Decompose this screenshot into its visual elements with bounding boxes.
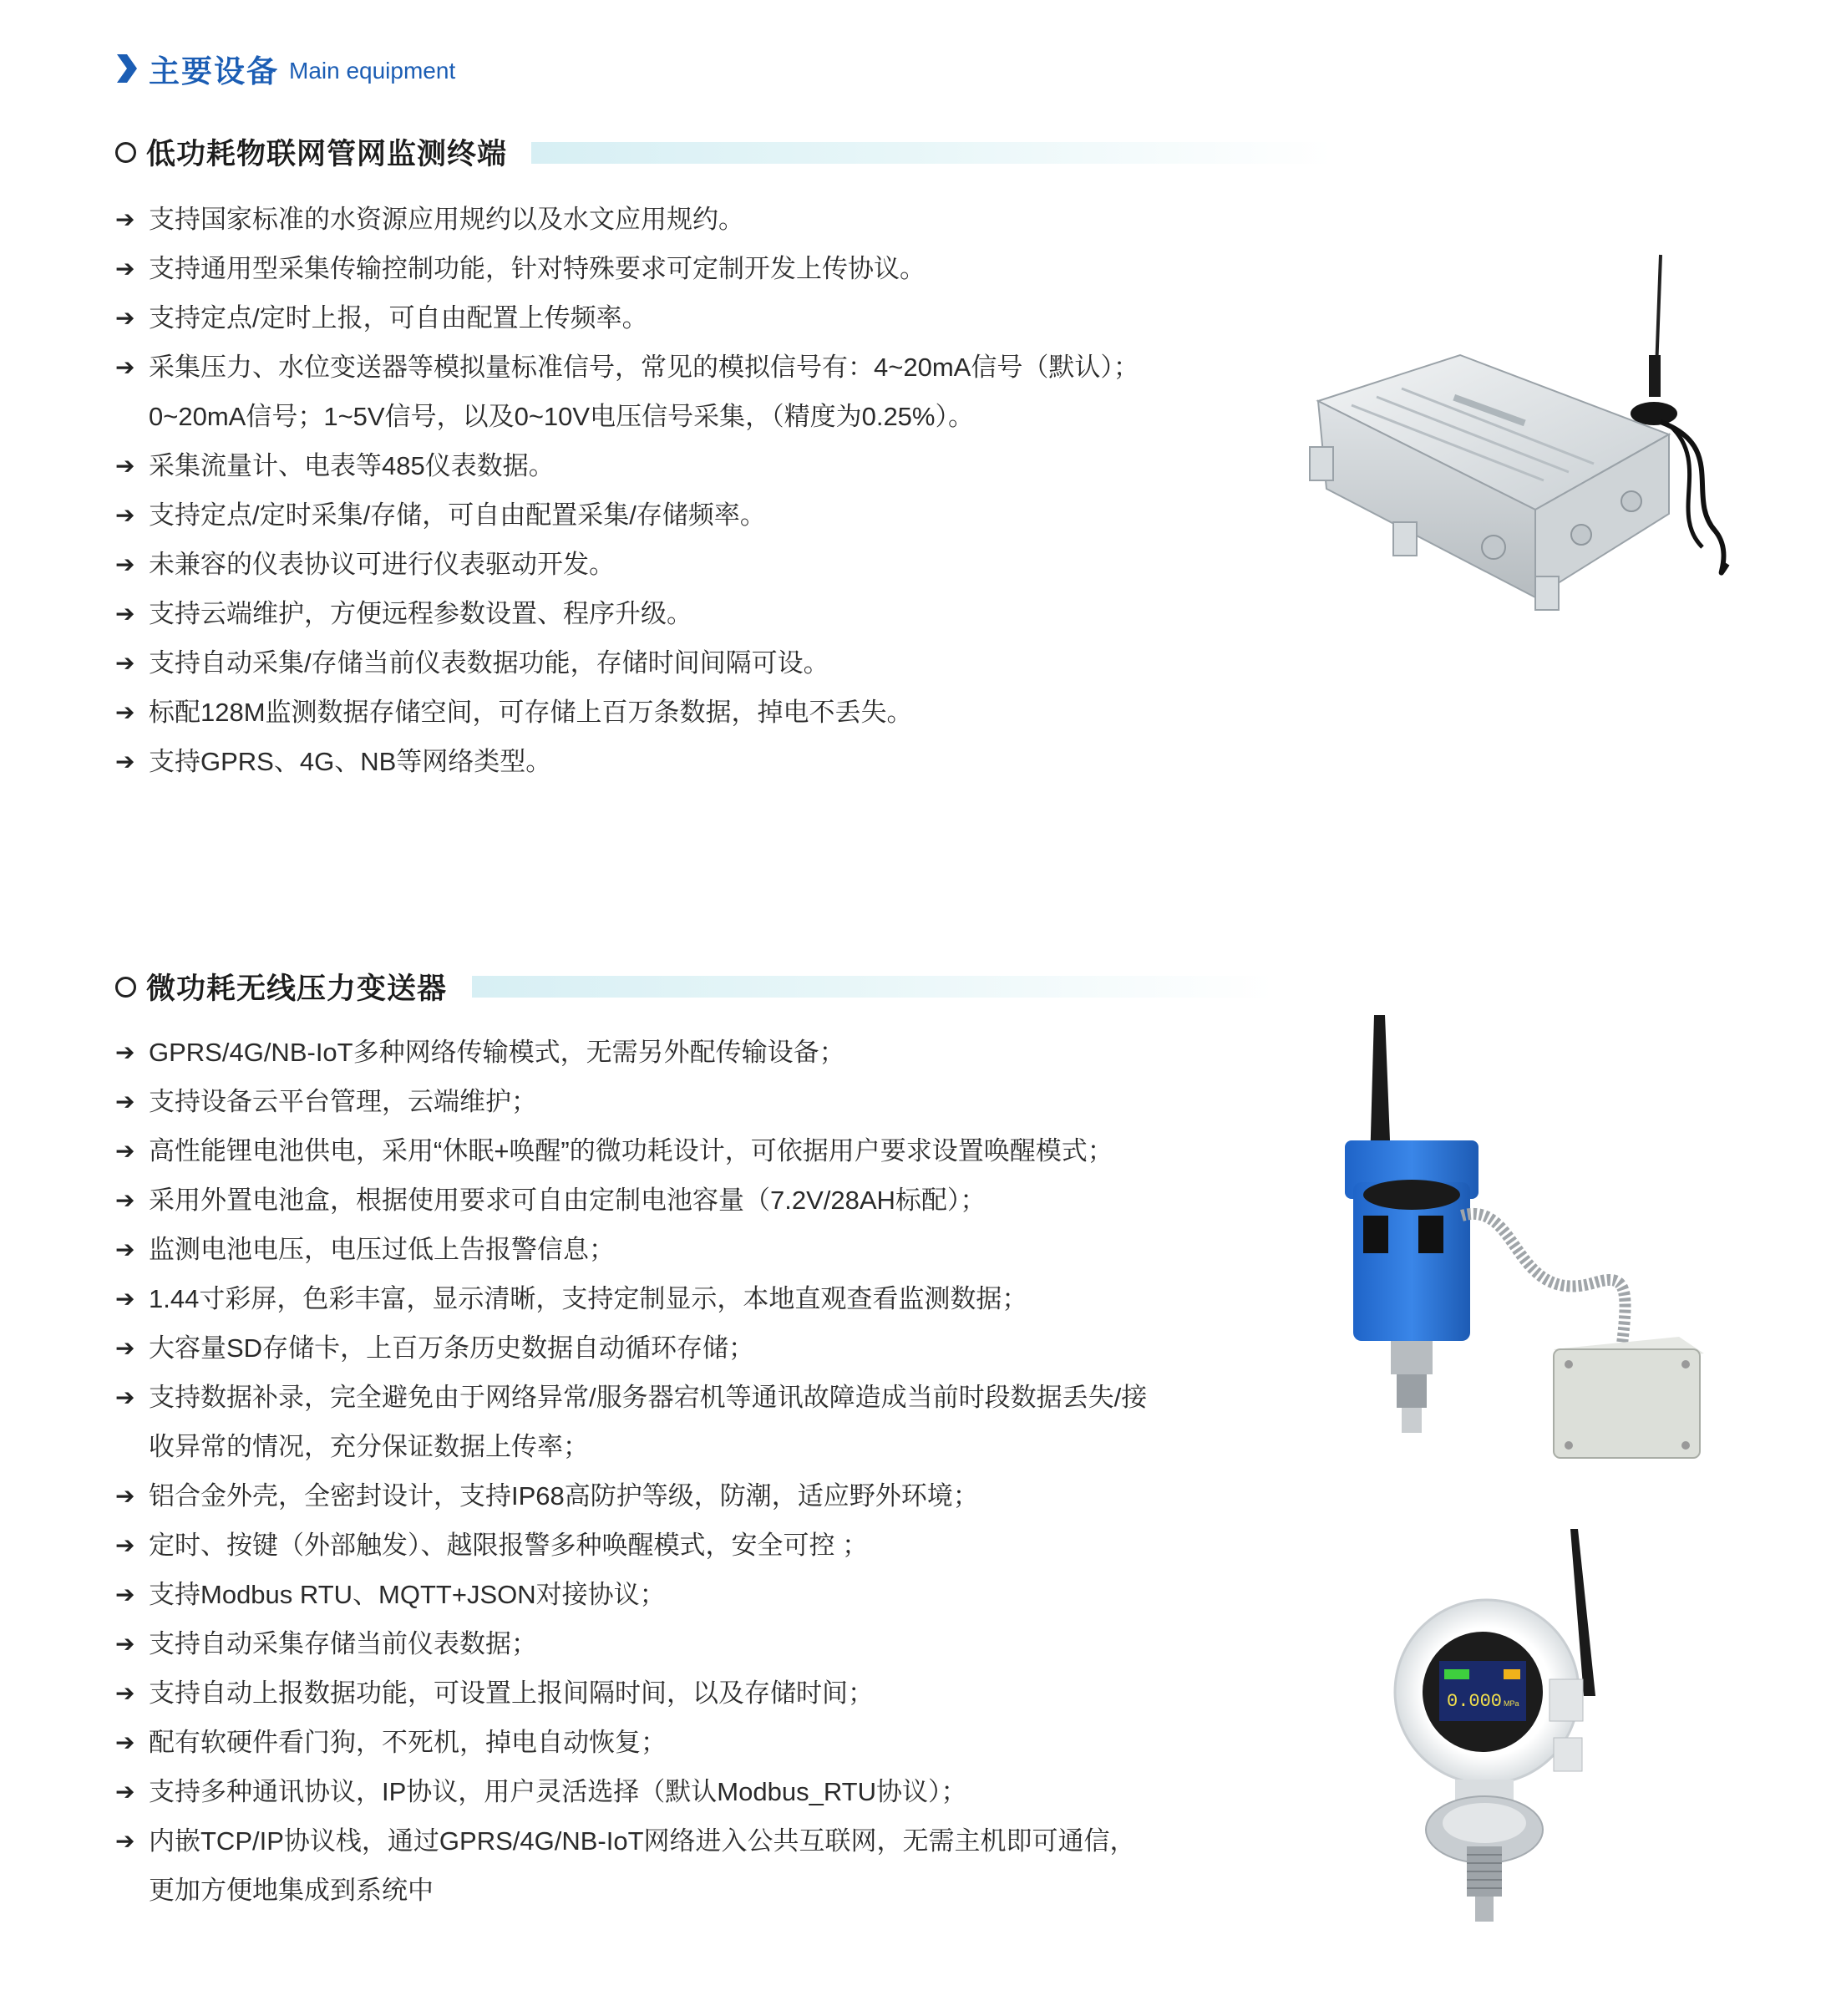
page-header [115, 45, 455, 92]
bullet-item [115, 244, 1139, 293]
section-1-title [115, 129, 507, 175]
bullet-item [115, 589, 1139, 638]
bullet-text: 支持定点/定时上报，可自由配置上传频率。 [149, 303, 648, 333]
bullet-text: 收异常的情况，充分保证数据上传率； [149, 1432, 589, 1461]
bullet-text: 未兼容的仪表协议可进行仪表驱动开发。 [149, 550, 615, 579]
arrow-right-icon: ➔ [115, 1680, 135, 1706]
bullet-item [115, 540, 1139, 589]
bullet-item [115, 1323, 1147, 1373]
bullet-item [115, 1471, 1147, 1521]
bullet-item [115, 1816, 1147, 1866]
bullet-text: 支持自动采集存储当前仪表数据； [149, 1629, 537, 1658]
arrow-right-icon: ➔ [115, 305, 135, 331]
arrow-right-icon: ➔ [115, 1286, 135, 1312]
bullet-text: 支持自动上报数据功能，可设置上报间隔时间，以及存储时间； [149, 1678, 874, 1708]
arrow-right-icon: ➔ [115, 650, 135, 676]
bullet-item [115, 1028, 1147, 1077]
arrow-right-icon: ➔ [115, 1631, 135, 1657]
bullet-item [115, 737, 1139, 786]
arrow-right-icon: ➔ [115, 1384, 135, 1410]
bullet-item [115, 1767, 1147, 1816]
pressure-transmitter-lcd-image [1387, 1529, 1621, 1934]
bullet-text: 高性能锂电池供电，采用“休眠+唤醒”的微功耗设计，可依据用户要求设置唤醒模式； [149, 1136, 1113, 1165]
bullet-item [115, 1718, 1147, 1767]
arrow-right-icon: ➔ [115, 1187, 135, 1213]
section-2-band [472, 976, 1274, 998]
terminal-box-image [1293, 246, 1744, 635]
bullet-text: 采集压力、水位变送器等模拟量标准信号，常见的模拟信号有：4~20mA信号（默认）； [149, 353, 1139, 382]
arrow-right-icon: ➔ [115, 601, 135, 627]
chevron-right-icon [115, 54, 137, 83]
bullet-item [115, 195, 1139, 244]
section-2-list [115, 1028, 1147, 1915]
bullet-item [115, 1126, 1147, 1176]
arrow-right-icon: ➔ [115, 1828, 135, 1854]
bullet-text: 大容量SD存储卡，上百万条历史数据自动循环存储； [149, 1333, 755, 1363]
arrow-right-icon: ➔ [115, 206, 135, 232]
bullet-item [115, 1077, 1147, 1126]
header-title-cn: 主要设备 [149, 54, 279, 89]
bullet-text: 监测电池电压，电压过低上告报警信息； [149, 1235, 615, 1264]
bullet-item [115, 1570, 1147, 1619]
bullet-text: 支持GPRS、4G、NB等网络类型。 [149, 747, 552, 776]
arrow-right-icon: ➔ [115, 502, 135, 528]
bullet-text: GPRS/4G/NB-IoT多种网络传输模式，无需另外配传输设备； [149, 1038, 845, 1067]
bullet-text: 铝合金外壳，全密封设计，支持IP68高防护等级，防潮，适应野外环境； [149, 1481, 979, 1511]
bullet-text: 标配128M监测数据存储空间，可存储上百万条数据，掉电不丢失。 [149, 698, 913, 727]
bullet-item [115, 638, 1139, 688]
bullet-item [115, 1373, 1147, 1422]
bullet-item [115, 343, 1139, 392]
header-title-en: Main equipment [289, 58, 456, 84]
arrow-right-icon: ➔ [115, 1039, 135, 1065]
bullet-item [115, 1619, 1147, 1668]
bullet-item [115, 1176, 1147, 1225]
section-2-title-text: 微功耗无线压力变送器 [146, 972, 448, 1005]
bullet-text: 更加方便地集成到系统中 [149, 1876, 434, 1905]
bullet-item [115, 1668, 1147, 1718]
section-2-title [115, 964, 447, 1009]
bullet-text: 支持云端维护，方便远程参数设置、程序升级。 [149, 599, 692, 628]
bullet-item [115, 1225, 1147, 1274]
arrow-right-icon: ➔ [115, 354, 135, 380]
bullet-item [115, 1422, 1147, 1471]
arrow-right-icon: ➔ [115, 453, 135, 479]
bullet-text: 1.44寸彩屏，色彩丰富，显示清晰，支持定制显示，本地直观查看监测数据； [149, 1284, 1028, 1313]
arrow-right-icon: ➔ [115, 256, 135, 282]
bullet-text: 支持多种通讯协议，IP协议，用户灵活选择（默认Modbus_RTU协议）； [149, 1777, 967, 1806]
bullet-text: 支持Modbus RTU、MQTT+JSON对接协议； [149, 1580, 666, 1609]
arrow-right-icon: ➔ [115, 1729, 135, 1755]
arrow-right-icon: ➔ [115, 1779, 135, 1805]
bullet-text: 支持定点/定时采集/存储，可自由配置采集/存储频率。 [149, 500, 766, 530]
circle-bullet-icon [115, 977, 136, 998]
bullet-item [115, 490, 1139, 540]
bullet-item [115, 1521, 1147, 1570]
bullet-text: 支持数据补录，完全避免由于网络异常/服务器宕机等通讯故障造成当前时段数据丢失/接 [149, 1383, 1148, 1412]
bullet-text: 0~20mA信号；1~5V信号，以及0~10V电压信号采集，（精度为0.25%）。 [149, 402, 974, 431]
bullet-text: 定时、按键（外部触发）、越限报警多种唤醒模式，安全可控 ； [149, 1531, 869, 1560]
bullet-text: 支持自动采集/存储当前仪表数据功能，存储时间间隔可设。 [149, 648, 829, 678]
bullet-text: 支持通用型采集传输控制功能，针对特殊要求可定制开发上传协议。 [149, 254, 926, 283]
pressure-transmitter-blue-image [1328, 1015, 1721, 1470]
arrow-right-icon: ➔ [115, 1138, 135, 1164]
section-1-band [531, 142, 1333, 164]
arrow-right-icon: ➔ [115, 1582, 135, 1607]
arrow-right-icon: ➔ [115, 1532, 135, 1558]
bullet-text: 支持国家标准的水资源应用规约以及水文应用规约。 [149, 205, 744, 234]
bullet-item [115, 688, 1139, 737]
lcd-value: 0.000 [1447, 1691, 1503, 1712]
arrow-right-icon: ➔ [115, 749, 135, 774]
bullet-text: 支持设备云平台管理，云端维护； [149, 1087, 537, 1116]
bullet-item [115, 293, 1139, 343]
bullet-text: 内嵌TCP/IP协议栈，通过GPRS/4G/NB-IoT网络进入公共互联网，无需主机即可通信， [149, 1826, 1136, 1856]
bullet-item [115, 392, 1139, 441]
section-1-list [115, 195, 1139, 786]
bullet-item [115, 1866, 1147, 1915]
arrow-right-icon: ➔ [115, 1089, 135, 1115]
circle-bullet-icon [115, 142, 136, 163]
lcd-unit: MPa [1504, 1699, 1519, 1708]
arrow-right-icon: ➔ [115, 699, 135, 725]
bullet-item [115, 1274, 1147, 1323]
arrow-right-icon: ➔ [115, 1335, 135, 1361]
bullet-text: 配有软硬件看门狗，不死机，掉电自动恢复； [149, 1728, 667, 1757]
arrow-right-icon: ➔ [115, 551, 135, 577]
bullet-item [115, 441, 1139, 490]
bullet-text: 采集流量计、电表等485仪表数据。 [149, 451, 555, 480]
arrow-right-icon: ➔ [115, 1237, 135, 1262]
section-1-title-text: 低功耗物联网管网监测终端 [146, 138, 508, 170]
bullet-text: 采用外置电池盒，根据使用要求可自由定制电池容量（7.2V/28AH标配）； [149, 1186, 987, 1215]
arrow-right-icon: ➔ [115, 1483, 135, 1509]
